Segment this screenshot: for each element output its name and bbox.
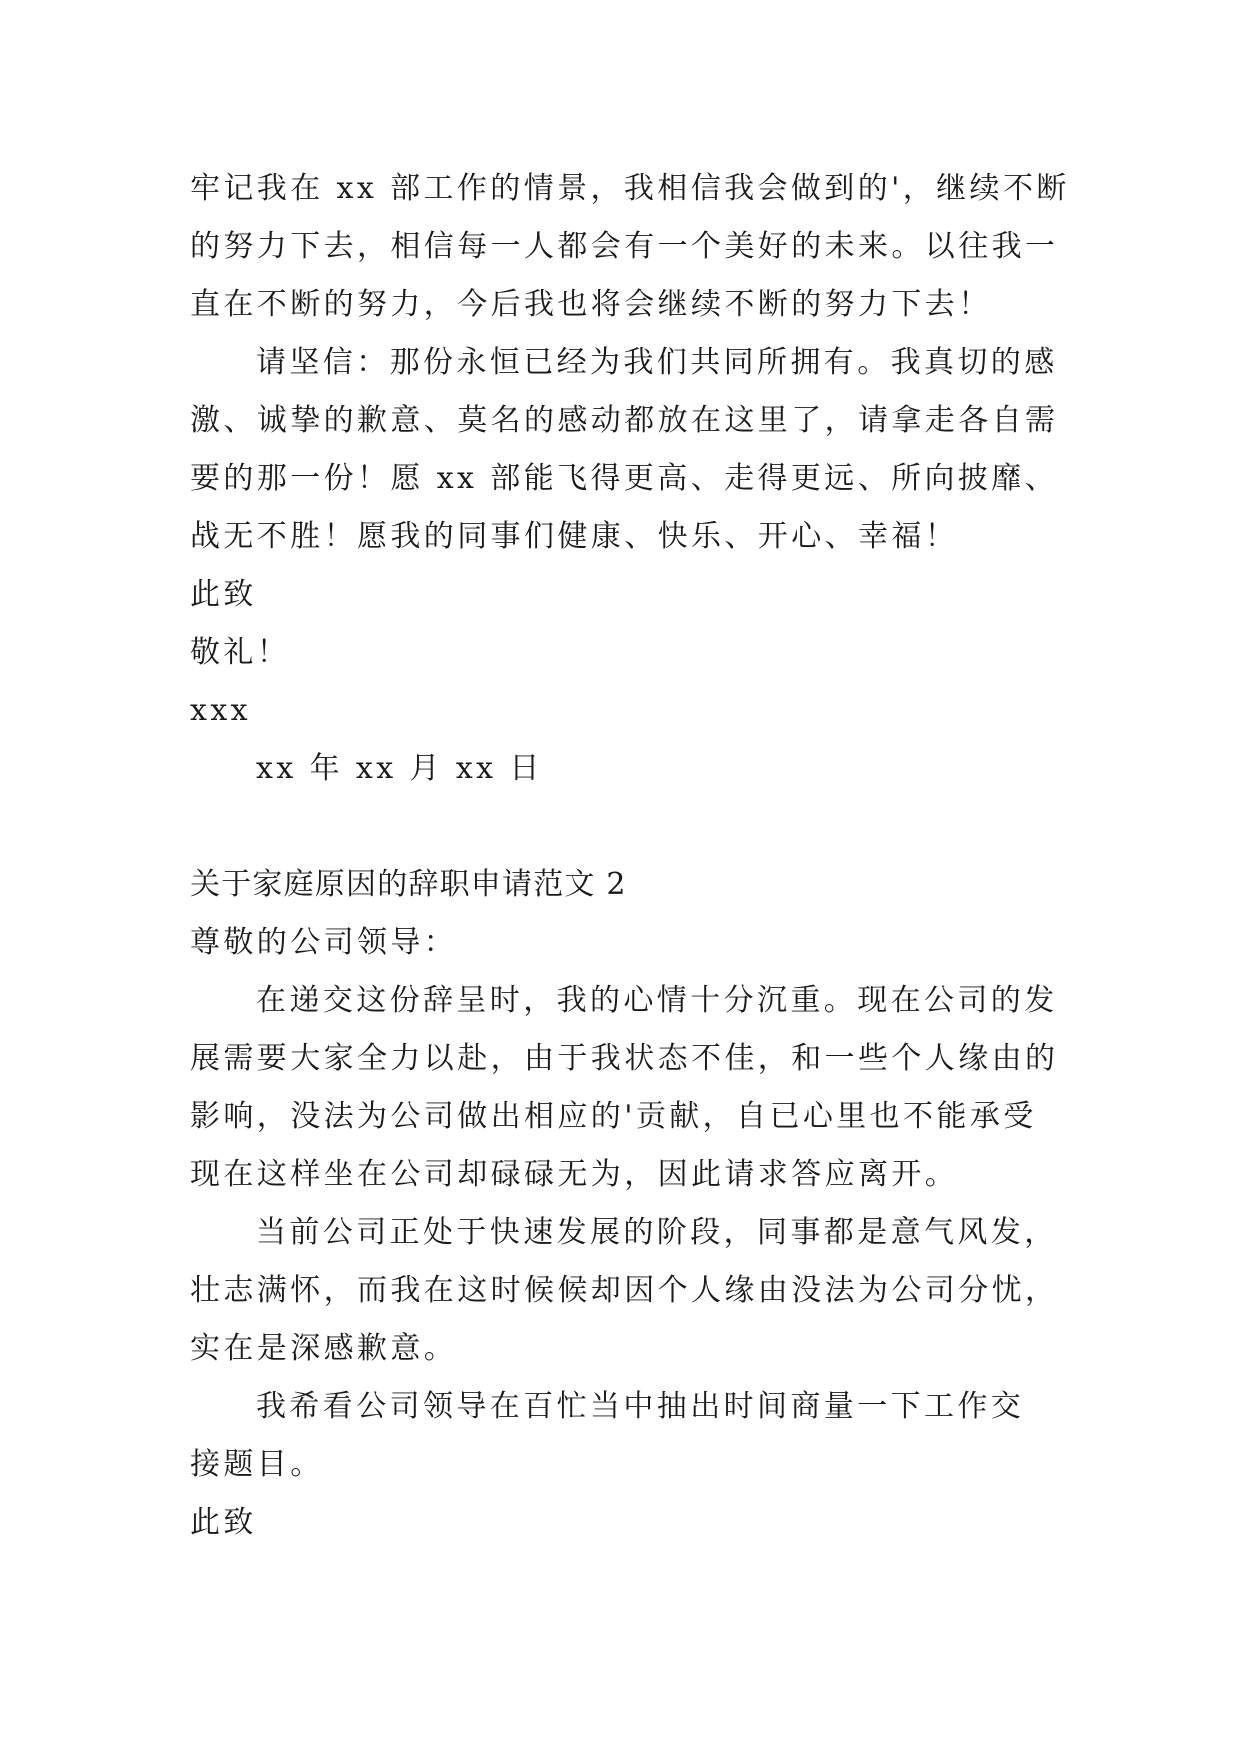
letter2-title: 关于家庭原因的辞职申请范文 2 (190, 867, 627, 902)
letter1-paragraph2 (190, 334, 1070, 566)
text-line: 壮志满怀，而我在这时候候却因个人缘由没法为公司分忧， (190, 1273, 1059, 1308)
text-line: 的努力下去，相信每一人都会有一个美好的未来。以往我一 (190, 229, 1059, 264)
text-line: 当前公司正处于快速发展的阶段，同事都是意气风发， (256, 1215, 1058, 1250)
letter2-paragraph3 (190, 1378, 1070, 1494)
section-gap (190, 798, 1070, 856)
text-line: 要的那一份！愿 xx 部能飞得更高、走得更远、所向披靡、 (190, 461, 1059, 496)
document-page (190, 160, 1070, 1552)
letter1-regards: 敬礼！ (190, 635, 291, 670)
text-line: 影响，没法为公司做出相应的'贡献，自已心里也不能承受 (190, 1099, 1037, 1134)
text-line: 我希看公司领导在百忙当中抽出时间商量一下工作交 (256, 1389, 1025, 1424)
letter1-date: xx 年 xx 月 xx 日 (256, 751, 543, 786)
letter2-paragraph1 (190, 972, 1070, 1204)
text-line: 接题目。 (190, 1447, 324, 1482)
text-line: 现在这样坐在公司却碌碌无为，因此请求答应离开。 (190, 1157, 959, 1192)
text-line: 牢记我在 xx 部工作的情景，我相信我会做到的'，继续不断 (190, 171, 1070, 206)
text-line: 激、诚挚的歉意、莫名的感动都放在这里了，请拿走各自需 (190, 403, 1059, 438)
text-line: 实在是深感歉意。 (190, 1331, 458, 1366)
letter2-paragraph2 (190, 1204, 1070, 1378)
letter1-closing: 此致 (190, 577, 257, 612)
text-line: 直在不断的努力，今后我也将会继续不断的努力下去！ (190, 287, 992, 322)
text-line: 展需要大家全力以赴，由于我状态不佳，和一些个人缘由的 (190, 1041, 1059, 1076)
letter2-salutation: 尊敬的公司领导： (190, 925, 458, 960)
letter2-closing: 此致 (190, 1505, 257, 1540)
letter1-paragraph1 (190, 160, 1070, 334)
letter1-signature: xxx (190, 693, 251, 728)
text-line: 战无不胜！愿我的同事们健康、快乐、开心、幸福！ (190, 519, 959, 554)
text-line: 在递交这份辞呈时，我的心情十分沉重。现在公司的发 (256, 983, 1058, 1018)
text-line: 请坚信：那份永恒已经为我们共同所拥有。我真切的感 (256, 345, 1058, 380)
